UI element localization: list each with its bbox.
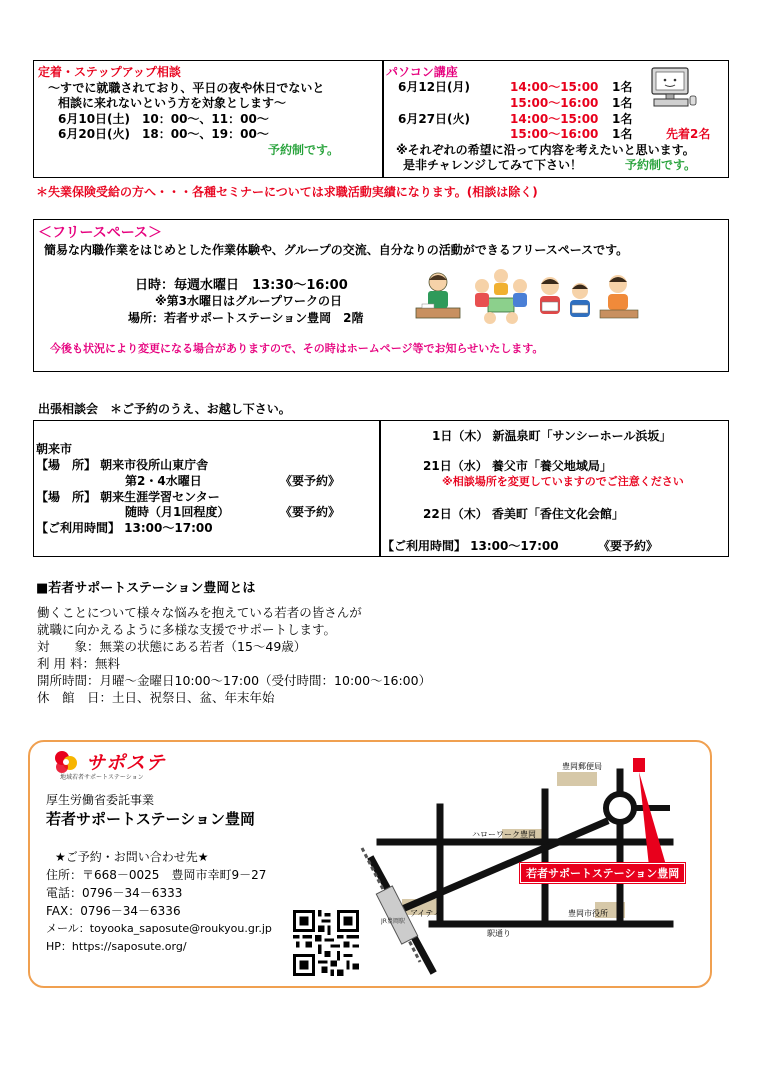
pc-slot-count: 1名 <box>612 80 633 94</box>
consult-line4: 6月20日(火) 18：00～、19：00～ <box>58 127 269 141</box>
pc-slot-count: 1名 <box>612 112 633 126</box>
outreach-right-row2: 21日（水） 養父市「養父地域局」 <box>423 459 612 473</box>
reading-illustration <box>566 280 594 326</box>
outreach-left-city: 朝来市 <box>36 442 73 456</box>
map-saposute-label: 若者サポートステーション豊岡 <box>526 867 680 880</box>
freespace-change-notice: 今後も状況により変更になる場合がありますので、その時はホームページ等でお知らせいたします。 <box>50 342 544 355</box>
ministry-text: 厚生労働省委託事業 <box>46 793 155 807</box>
pc-first-come: 先着2名 <box>666 127 711 141</box>
craft-work-illustration <box>410 268 466 326</box>
contact-heading: ★ご予約・お問い合わせ先★ <box>55 850 209 864</box>
outreach-left-place2-sub: 随時（月1回程度） <box>125 505 230 519</box>
freespace-note: ※第3水曜日はグループワークの日 <box>155 294 343 308</box>
logo-text: サポステ <box>86 752 166 774</box>
outreach-right-hours: 【ご利用時間】 13:00～17:00 <box>382 539 559 553</box>
about-heading: ■若者サポートステーション豊岡とは <box>36 581 256 596</box>
computer-icon <box>648 66 698 116</box>
consult-line1: ～すでに就職されており、平日の夜や休日でないと <box>48 81 325 95</box>
map-ekidori: 駅通り <box>487 929 511 938</box>
map-aity: アイティ <box>410 909 441 918</box>
outreach-left-hours: 【ご利用時間】 13:00～17:00 <box>36 521 213 535</box>
about-line: 休 館 日：土日、祝祭日、盆、年末年始 <box>37 690 275 705</box>
contact-tel: 電話：0796－34－6333 <box>46 886 183 900</box>
pc-date1: 6月12日(月) <box>398 80 471 94</box>
about-line: 対 象：無業の状態にある若者（15～49歳） <box>37 639 307 654</box>
pc-note1: ※それぞれの希望に沿って内容を考えたいと思います。 <box>396 143 695 157</box>
map-station-label <box>381 916 407 926</box>
pc-slot-time: 14:00～15:00 <box>510 112 599 126</box>
contact-address: 住所：〒668－0025 豊岡市幸町9－27 <box>46 868 267 882</box>
pc-slot-time: 14:00～15:00 <box>510 80 599 94</box>
freespace-place: 場所：若者サポートステーション豊岡 2階 <box>128 311 364 325</box>
contact-fax: FAX：0796－34－6336 <box>46 904 181 918</box>
outreach-left-reserve: 《要予約》 <box>280 505 341 519</box>
group-illustration <box>470 266 532 328</box>
consult-title: 定着・ステップアップ相談 <box>38 65 181 79</box>
outreach-left-place1-sub: 第2・4水曜日 <box>125 474 202 488</box>
pc-slot-count: 1名 <box>612 127 633 141</box>
contact-email[interactable]: メール：toyooka_saposute@roukyou.gr.jp <box>46 922 272 935</box>
map-station: JR豊岡駅 <box>381 918 405 925</box>
outreach-left-place1: 【場 所】 朝来市役所山東庁舎 <box>36 458 209 472</box>
outreach-right-row2-note: ※相談場所を変更していますのでご注意ください <box>442 475 684 488</box>
pc-note2: 是非チャレンジしてみて下さい！ <box>403 158 583 172</box>
pc-reservation: 予約制です。 <box>625 158 697 172</box>
consult-line3: 6月10日(土) 10：00～、11：00～ <box>58 112 269 126</box>
outreach-left-place2: 【場 所】 朝来生涯学習センター <box>36 490 220 504</box>
about-line: 利 用 料：無料 <box>37 656 120 671</box>
study-illustration <box>598 270 640 326</box>
consult-line2: 相談に来れないという方を対象とします～ <box>58 96 287 110</box>
freespace-time: 日時：毎週水曜日 13:30～16:00 <box>135 278 348 293</box>
pc-slot-time: 15:00～16:00 <box>510 127 599 141</box>
unemployment-notice: ＊失業保険受給の方へ・・・各種セミナーについては求職活動実績になります。(相談は除く) <box>36 185 538 199</box>
about-line: 就職に向かえるように多様な支援でサポートします。 <box>37 622 337 637</box>
freespace-desc: 簡易な内職作業をはじめとした作業体験や、グループの交流、自分なりの活動ができるフリースペースです。 <box>44 243 629 257</box>
outreach-right-row1: 1日（木） 新温泉町「サンシーホール浜坂」 <box>432 429 672 443</box>
map-hello-work: ハローワーク豊岡 <box>472 830 536 839</box>
pc-slot-count: 1名 <box>612 96 633 110</box>
map-saposute-marker <box>520 863 685 883</box>
map-post-office: 豊岡郵便局 <box>562 762 602 771</box>
outreach-divider <box>379 420 381 557</box>
outreach-right-reserve: 《要予約》 <box>598 539 659 553</box>
pc-date2: 6月27日(火) <box>398 112 471 126</box>
pc-title: パソコン講座 <box>386 65 458 79</box>
contact-hp-link[interactable]: HP：https://saposute.org/ <box>46 940 187 953</box>
logo-subtitle: 地域若者サポートステーション <box>60 774 144 781</box>
org-name: 若者サポートステーション豊岡 <box>46 810 255 828</box>
about-line: 働くことについて様々な悩みを抱えている若者の皆さんが <box>37 605 362 620</box>
map-city-hall: 豊岡市役所 <box>568 909 608 918</box>
about-line: 開所時間：月曜～金曜日10:00～17:00（受付時間：10:00～16:00） <box>37 673 432 688</box>
outreach-heading: 出張相談会 ＊ご予約のうえ、お越し下さい。 <box>38 402 291 416</box>
consult-reservation: 予約制です。 <box>268 143 340 157</box>
pc-slot-time: 15:00～16:00 <box>510 96 599 110</box>
freespace-title: ＜フリースペース＞ <box>38 225 163 241</box>
reading-illustration <box>536 274 564 324</box>
outreach-right-row3: 22日（木） 香美町「香住文化会館」 <box>423 507 624 521</box>
outreach-left-reserve: 《要予約》 <box>280 474 341 488</box>
